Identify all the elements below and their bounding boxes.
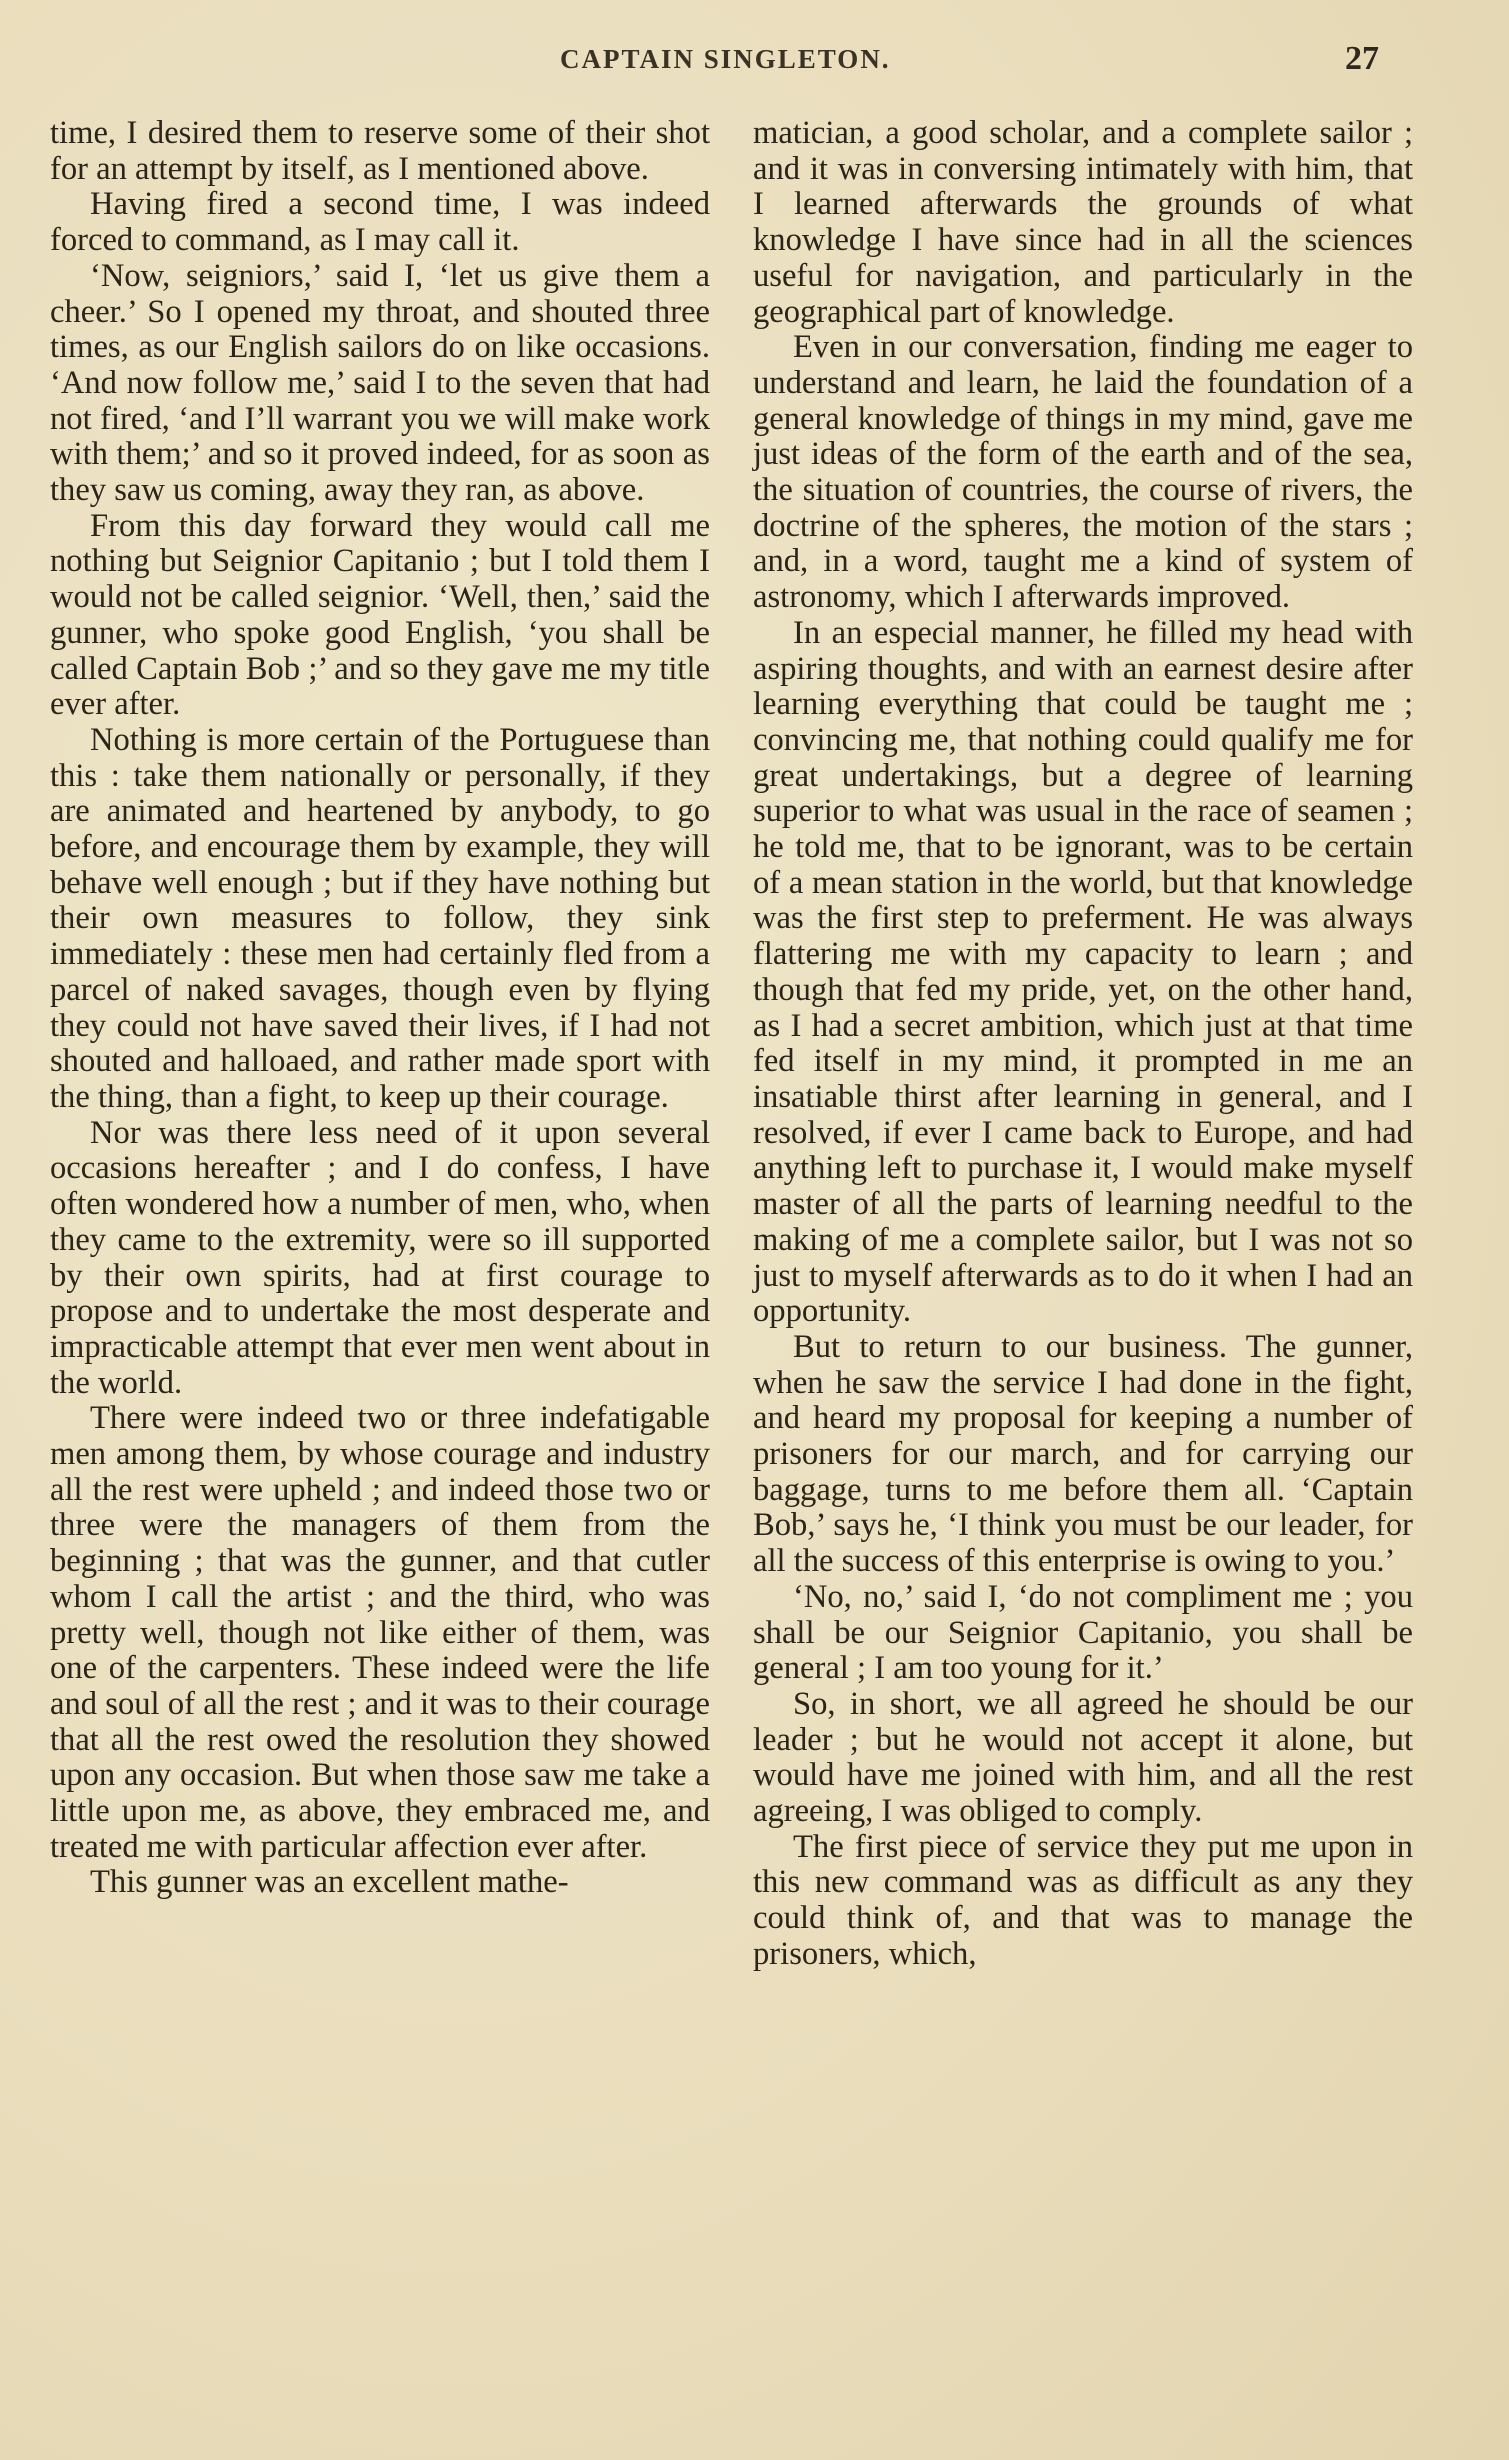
paragraph: Nor was there less need of it upon several occasions hereafter ; and I do confess, I have often wondered how a number of men, who, when they came to the extremity, were so ill supported by their own spirits, had at first courage to propose and to undertake the most desperate and impracticable attempt that ever men went about in the world. (50, 1114, 710, 1401)
running-head (560, 40, 1379, 84)
page-number: 27 (1345, 40, 1379, 77)
paragraph: time, I desired them to reserve some of their shot for an attempt by itself, as I mentioned above. (50, 115, 710, 187)
paragraph: The first piece of service they put me upon in this new command was as difficult as any they could think of, and that was to manage the prisoners, which, (753, 1828, 1413, 1972)
paragraph: There were indeed two or three indefatigable men among them, by whose courage and industry all the rest were upheld ; and indeed those two or three were the managers of them from the beginning ; that was the gunner, and that cutler whom I call the artist ; and the third, who was pretty well, though not like either of them, was one of the carpenters. These indeed were the life and soul of all the rest ; and it was to their courage that all the rest owed the resolution they showed upon any occasion. But when those saw me take a little upon me, as above, they embraced me, and treated me with particular affection ever after. (50, 1400, 710, 1865)
paragraph: Nothing is more certain of the Portuguese than this : take them nationally or personally, if they are animated and heartened by anybody, to go before, and encourage them by example, they will behave well enough ; but if they have nothing but their own measures to follow, they sink immediately : these men had certainly fled from a parcel of naked savages, though even by flying they could not have saved their lives, if I had not shouted and halloaed, and rather made sport with the thing, than a fight, to keep up their courage. (50, 721, 710, 1115)
paragraph: This gunner was an excellent mathe- (90, 1864, 569, 1901)
paragraph: Even in our conversation, finding me eager to understand and learn, he laid the foundation of a general knowledge of things in my mind, gave me just ideas of the form of the earth and of the sea, the situation of countries, the course of rivers, the doctrine of the spheres, the motion of the stars ; and, in a word, taught me a kind of system of astronomy, which I afterwards improved. (753, 329, 1413, 616)
right-column (753, 116, 1413, 1973)
paragraph: Having fired a second time, I was indeed forced to command, as I may call it. (50, 186, 710, 259)
paragraph: ‘Now, seigniors,’ said I, ‘let us give them a cheer.’ So I opened my throat, and shouted three times, as our English sailors do on like occasions. ‘And now follow me,’ said I to the seven that had not fired, ‘and I’ll warrant you we will make work with them;’ and so it proved indeed, for as soon as they saw us coming, away they ran, as above. (50, 257, 710, 509)
running-title: CAPTAIN SINGLETON. (560, 44, 891, 74)
paragraph: ‘No, no,’ said I, ‘do not compliment me ; you shall be our Seignior Capitanio, you shall be general ; I am too young for it.’ (753, 1578, 1413, 1687)
left-column (50, 116, 710, 1901)
paragraph: From this day forward they would call me nothing but Seignior Capitanio ; but I told them I would not be called seignior. ‘Well, then,’ said the gunner, who spoke good English, ‘you shall be called Captain Bob ;’ and so they gave me my title ever after. (50, 507, 710, 723)
paragraph: So, in short, we all agreed he should be our leader ; but he would not accept it alone, but would have me joined with him, and all the rest agreeing, I was obliged to comply. (753, 1685, 1413, 1830)
paragraph: In an especial manner, he filled my head with aspiring thoughts, and with an earnest desire after learning everything that could be taught me ; convincing me, that nothing could qualify me for great undertakings, but a degree of learning superior to what was usual in the race of seamen ; he told me, that to be ignorant, was to be certain of a mean station in the world, but that knowledge was the first step to preferment. He was always flattering me with my capacity to learn ; and though that fed my pride, yet, on the other hand, as I had a secret ambition, which just at that time fed itself in my mind, it prompted in me an insatiable thirst after learning in general, and I resolved, if ever I came back to Europe, and had anything left to purchase it, I would make myself master of all the parts of learning needful to the making of me a complete sailor, but I was not so just to myself afterwards as to do it when I had an opportunity. (753, 614, 1413, 1330)
paragraph: matician, a good scholar, and a complete sailor ; and it was in conversing intimately with him, that I learned afterwards the grounds of what knowledge I have since had in all the sciences useful for navigation, and particularly in the geographical part of knowledge. (753, 115, 1413, 330)
paragraph: But to return to our business. The gunner, when he saw the service I had done in the fight, and heard my proposal for keeping a number of prisoners for our march, and for carrying our baggage, turns to me before them all. ‘Captain Bob,’ says he, ‘I think you must be our leader, for all the success of this enterprise is owing to you.’ (753, 1328, 1413, 1580)
